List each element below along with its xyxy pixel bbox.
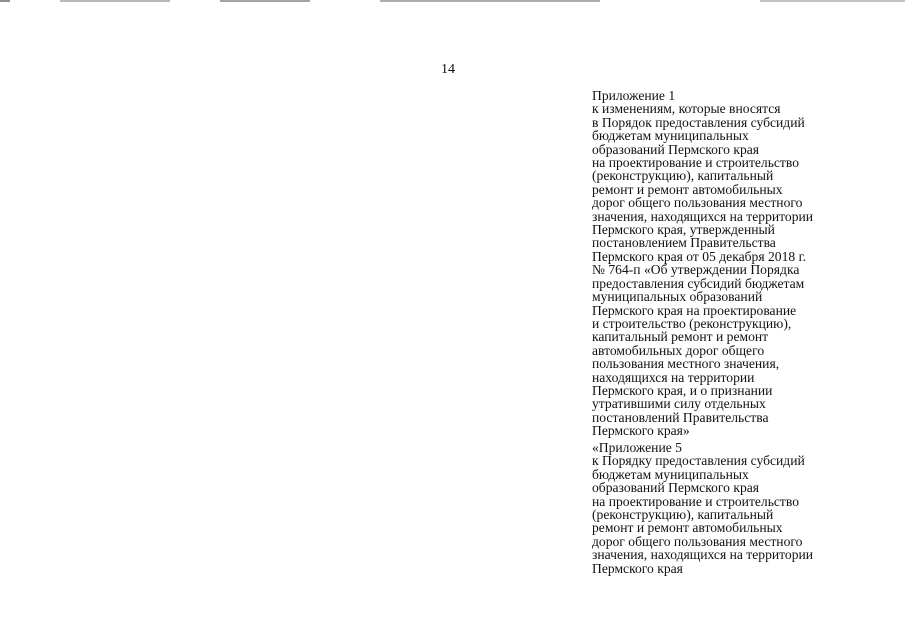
appendix-5-line: «Приложение 5	[592, 440, 682, 455]
appendix-1-line: ремонт и ремонт автомобильных	[592, 181, 783, 197]
appendix-1-line: предоставления субсидий бюджетам	[592, 275, 805, 291]
appendix-1-line: в Порядок предоставления субсидий	[592, 114, 805, 130]
appendix-1-line: значения, находящихся на территории	[592, 208, 814, 224]
appendix-1-line: автомобильных дорог общего	[592, 342, 765, 358]
appendix-5-line: образований Пермского края	[592, 480, 760, 496]
appendix-1-line: дорог общего пользования местного	[592, 195, 803, 211]
appendix-1-line: находящихся на территории	[592, 369, 755, 385]
appendix-1-line: Пермского края, утвержденный	[592, 222, 775, 238]
appendix-5-header	[592, 441, 813, 575]
appendix-5-line: ремонт и ремонт автомобильных	[592, 520, 783, 536]
appendix-1-line: (реконструкцию), капитальный	[592, 168, 774, 184]
appendix-5-line: бюджетам муниципальных	[592, 466, 749, 482]
appendix-1-line: муниципальных образований	[592, 289, 763, 305]
appendix-1-line: к изменениям, которые вносятся	[592, 101, 781, 117]
appendix-5-line: (реконструкцию), капитальный	[592, 507, 774, 523]
appendix-1-line: постановлением Правительства	[592, 235, 776, 251]
appendix-1-line: и строительство (реконструкцию),	[592, 315, 792, 331]
appendix-1-line: Приложение 1	[592, 88, 676, 103]
appendix-5-line: к Порядку предоставления субсидий	[592, 453, 805, 469]
appendix-1-line: Пермского края»	[592, 423, 690, 439]
appendix-1-line: Пермского края, и о признании	[592, 382, 773, 398]
appendix-1-line: на проектирование и строительство	[592, 155, 799, 171]
appendix-1-line: образований Пермского края	[592, 141, 760, 157]
appendix-5-line: дорог общего пользования местного	[592, 533, 803, 549]
appendix-1-line: бюджетам муниципальных	[592, 128, 749, 144]
appendix-5-line: на проектирование и строительство	[592, 493, 799, 509]
scan-top-edge	[0, 0, 905, 2]
appendix-1-header	[592, 89, 813, 438]
appendix-5-line: Пермского края	[592, 560, 683, 576]
appendix-1-line: пользования местного значения,	[592, 356, 780, 372]
appendix-5-line: значения, находящихся на территории	[592, 547, 814, 563]
page-number: 14	[441, 62, 455, 77]
appendix-1-line: № 764-п «Об утверждении Порядка	[592, 262, 800, 278]
appendix-1-line: утратившими силу отдельных	[592, 396, 766, 412]
appendix-1-line: Пермского края от 05 декабря 2018 г.	[592, 248, 807, 264]
appendix-1-line: постановлений Правительства	[592, 409, 769, 425]
appendix-1-line: Пермского края на проектирование	[592, 302, 797, 318]
appendix-1-line: капитальный ремонт и ремонт	[592, 329, 769, 345]
